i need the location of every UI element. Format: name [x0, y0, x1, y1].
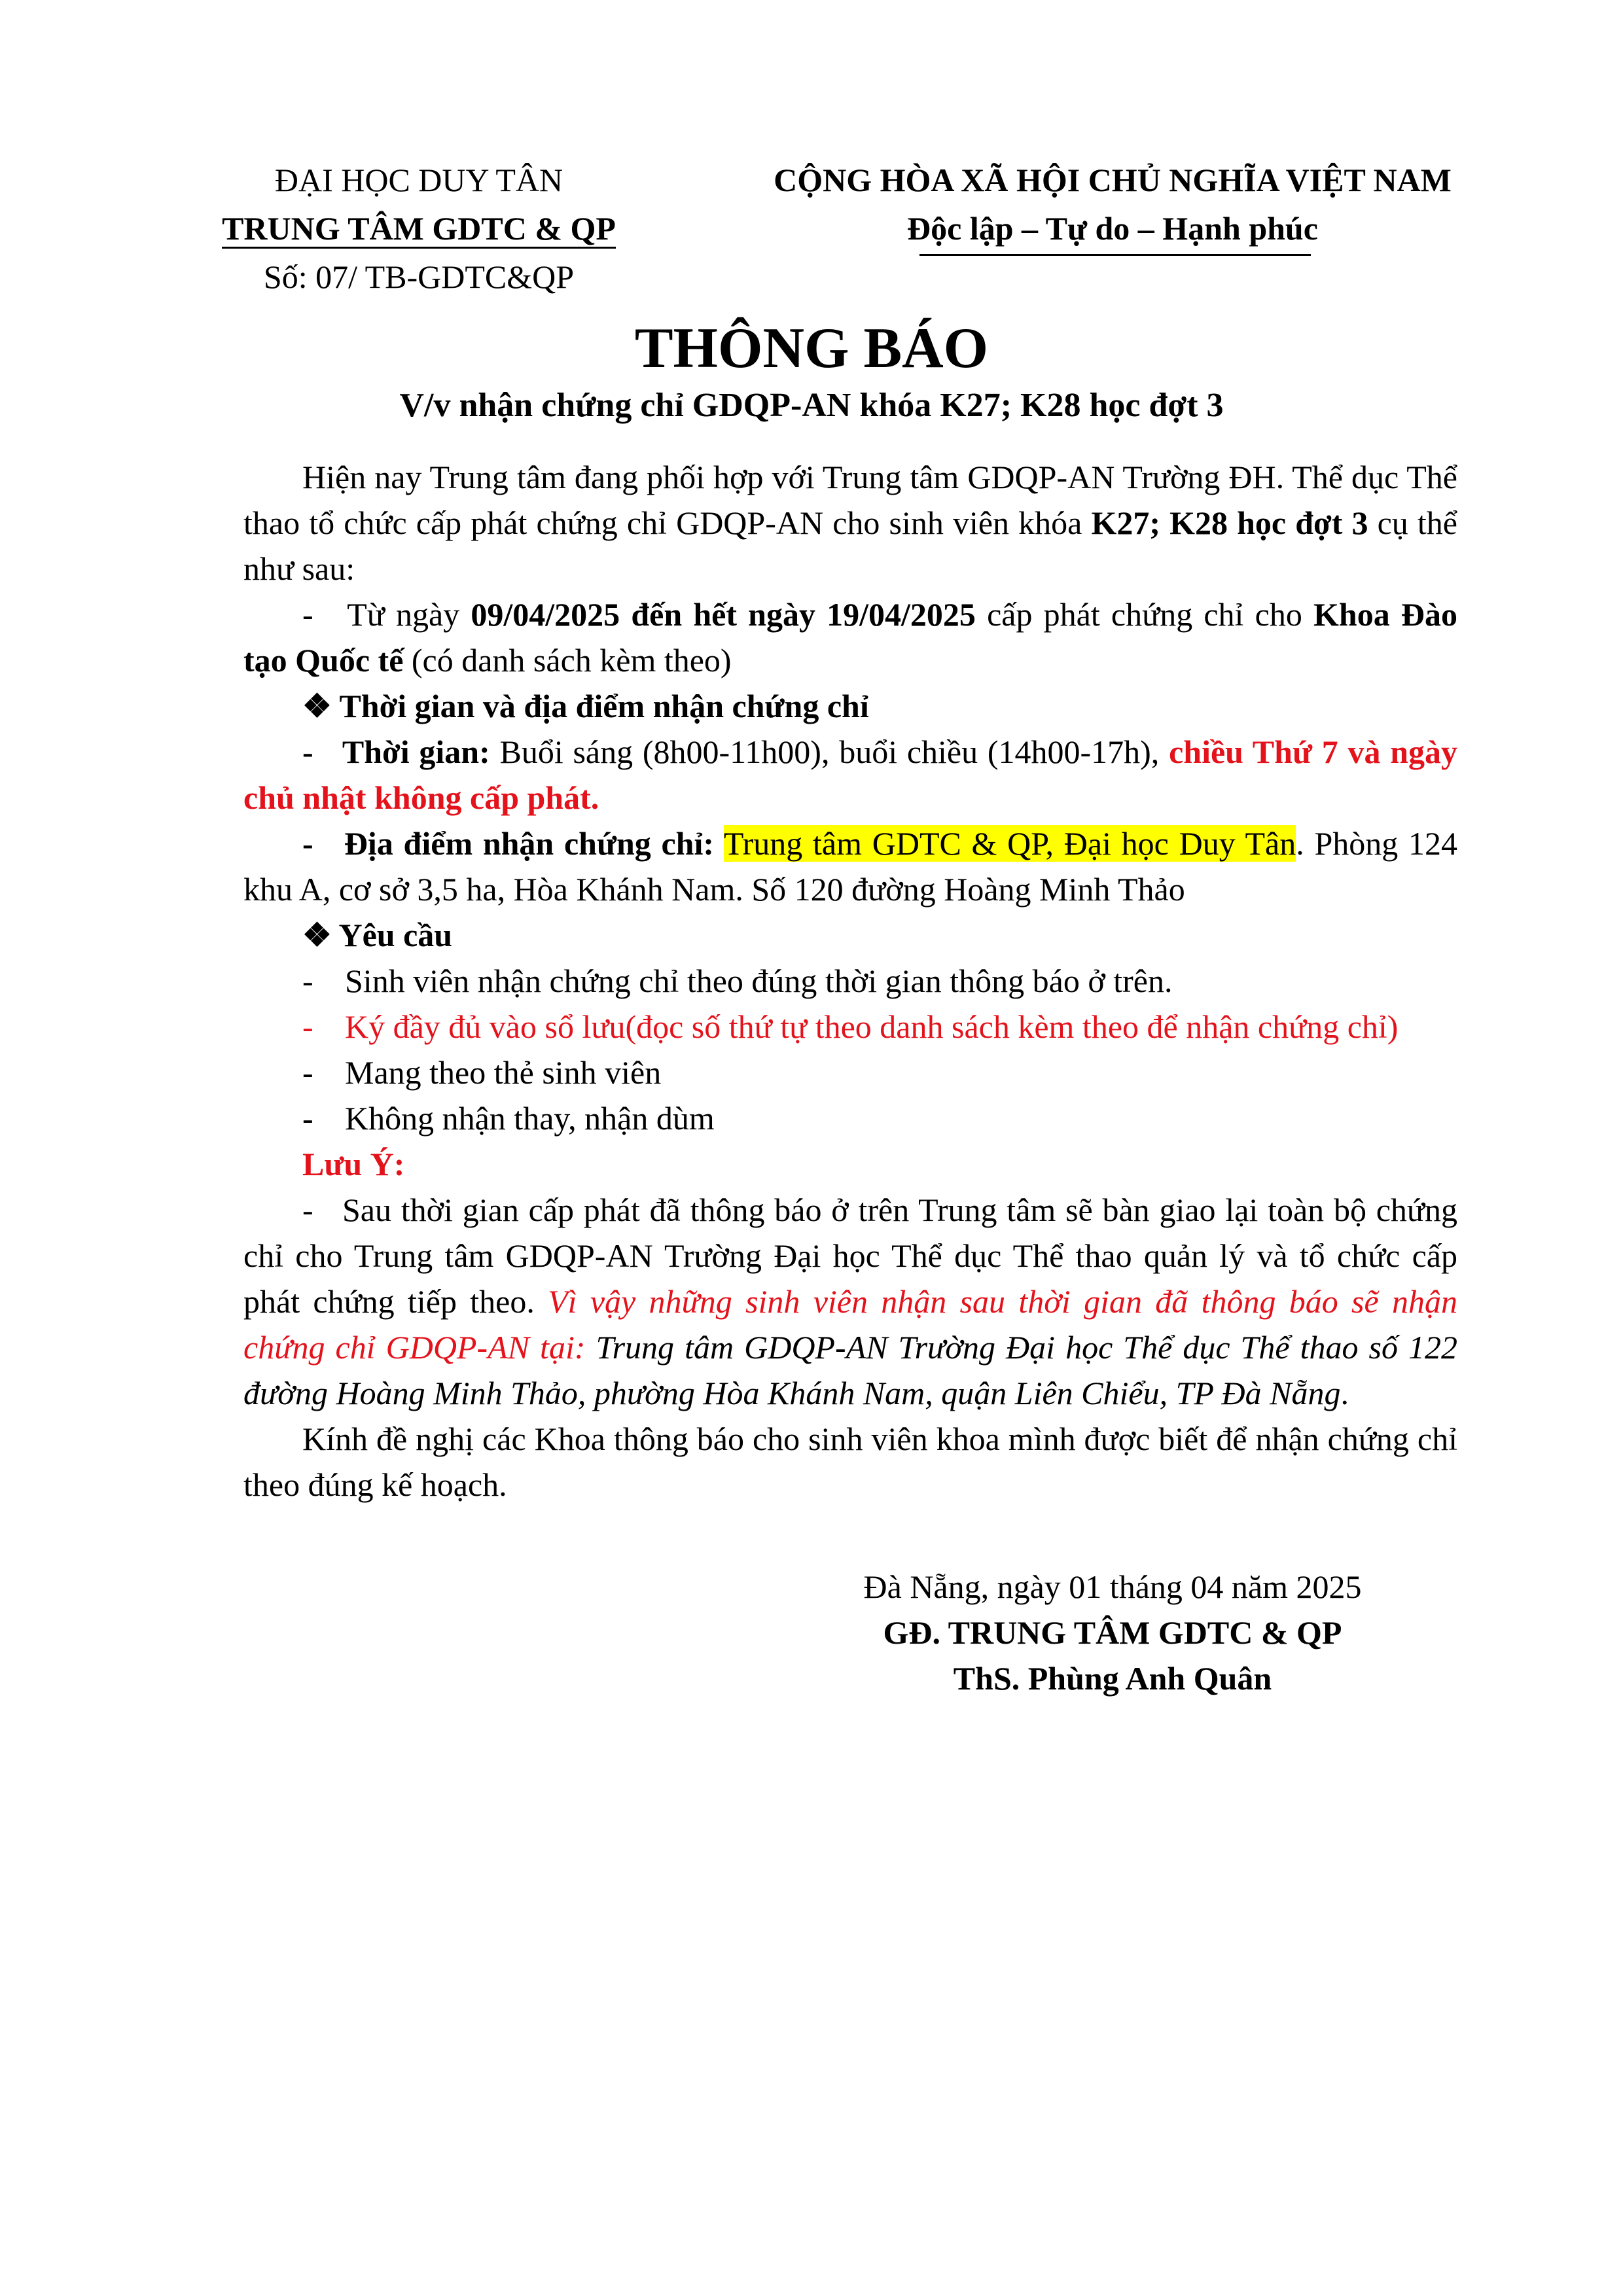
diamond-bullet-icon: ❖ — [302, 688, 332, 724]
requirement-item: - Ký đầy đủ vào sổ lưu(đọc số thứ tự theo danh sách kèm theo để nhận chứng chỉ) — [302, 1008, 1399, 1045]
section-requirements-heading: ❖ Yêu cầu — [302, 917, 453, 953]
requirement-item: - Sinh viên nhận chứng chỉ theo đúng thời gian thông báo ở trên. — [302, 963, 1173, 999]
signature-date: Đà Nẵng, ngày 01 tháng 04 năm 2025 — [863, 1568, 1362, 1605]
requirement-item: - Không nhận thay, nhận dùm — [302, 1100, 715, 1137]
requirement-item: - Mang theo thẻ sinh viên — [302, 1054, 662, 1091]
intro-paragraph: Hiện nay Trung tâm đang phối hợp với Trung tâm GDQP-AN Trường ĐH. Thể dục Thể thao tổ chức cấp phát chứng chỉ GDQP-AN cho sinh viên khóa K27; K28 học đợt 3 cụ thể như sau: — [243, 459, 1458, 587]
place-item: - Địa điểm nhận chứng chỉ: Trung tâm GDTC & QP, Đại học Duy Tân. Phòng 124 khu A, cơ sở 3,5 ha, Hòa Khánh Nam. Số 120 đường Hoàng Minh Thảo — [243, 825, 1458, 908]
signer-position: GĐ. TRUNG TÂM GDTC & QP — [883, 1614, 1342, 1651]
document-number: Số: 07/ TB-GDTC&QP — [263, 258, 575, 295]
center-name: TRUNG TÂM GDTC & QP — [196, 204, 641, 253]
note-paragraph: - Sau thời gian cấp phát đã thông báo ở trên Trung tâm sẽ bàn giao lại toàn bộ chứng chỉ cho Trung tâm GDQP-AN Trường Đại học Thể dục Thể thao quản lý và tổ chức cấp phát chứng tiếp theo. Vì vậy những sinh viên nhận sau thời gian đã thông báo sẽ nhận chứng chỉ GDQP-AN tại: Trung tâm GDQP-AN Trường Đại học Thể dục Thể thao số 122 đường Hoàng Minh Thảo, phường Hòa Khánh Nam, quận Liên Chiểu, TP Đà Nẵng. — [243, 1192, 1458, 1411]
university-name: ĐẠI HỌC DUY TÂN — [274, 162, 563, 198]
national-heading — [720, 156, 1505, 253]
highlighted-location: Trung tâm GDTC & QP, Đại học Duy Tân — [723, 825, 1296, 862]
issue-period-item: - Từ ngày 09/04/2025 đến hết ngày 19/04/2025 cấp phát chứng chỉ cho Khoa Đào tạo Quốc tế (có danh sách kèm theo) — [243, 596, 1457, 679]
note-label: Lưu Ý: — [302, 1146, 405, 1182]
motto-underline — [919, 254, 1311, 256]
issuer-block — [196, 156, 641, 301]
national-motto: Độc lập – Tự do – Hạnh phúc — [907, 210, 1318, 247]
signer-name: ThS. Phùng Anh Quân — [953, 1660, 1272, 1697]
country-name: CỘNG HÒA XÃ HỘI CHỦ NGHĨA VIỆT NAM — [774, 162, 1452, 198]
time-item: - Thời gian: Buổi sáng (8h00-11h00), buổi chiều (14h00-17h), chiều Thứ 7 và ngày chủ nhật không cấp phát. — [243, 733, 1457, 816]
diamond-bullet-icon: ❖ — [302, 917, 332, 953]
document-title: THÔNG BÁO — [634, 317, 989, 380]
closing-paragraph: Kính đề nghị các Khoa thông báo cho sinh viên khoa mình được biết để nhận chứng chỉ theo đúng kế hoạch. — [243, 1421, 1457, 1503]
document-subtitle: V/v nhận chứng chỉ GDQP-AN khóa K27; K28 học đợt 3 — [399, 387, 1224, 424]
document-body — [243, 454, 1457, 1508]
section-time-place-heading: ❖ Thời gian và địa điểm nhận chứng chỉ — [302, 688, 869, 724]
